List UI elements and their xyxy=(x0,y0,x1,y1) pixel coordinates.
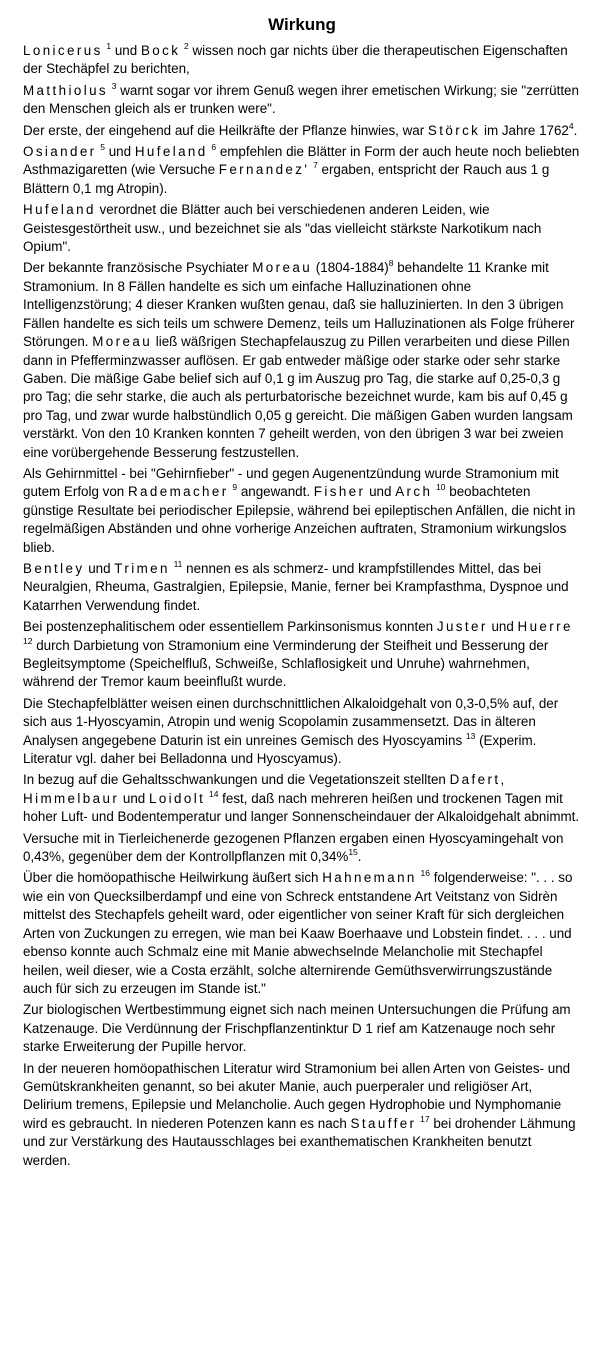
author-name: Juster xyxy=(436,619,488,635)
text-run: (Experim. Literatur vgl. daher bei Belladonna und Hyoscyamus). xyxy=(23,732,537,767)
author-name: Hahnemann xyxy=(322,870,417,886)
text-run: (1804-1884) xyxy=(312,260,389,276)
text-run: nennen es als schmerz- und krampfstillendes Mittel, das bei Neuralgien, Rheuma, Gastralgien, Epilepsie, Manie, ferner bei Krampfasthma, Dyspnoe und Katarrhen Verwendung findet. xyxy=(23,560,569,613)
author-name: Rademacher xyxy=(127,484,229,500)
text-run: Die Stechapfelblätter weisen einen durchschnittlichen Alkaloidgehalt von 0,3-0,5% auf, der sich aus 1-Hyoscyamin, Atropin und wenig Scopolamin zusammensetzt. Das in älteren Analysen angegebene Daturin ist ein unreines Gemisch des Hyoscyamins xyxy=(23,695,559,748)
text-run: Versuche mit in Tierleichenerde gezogenen Pflanzen ergaben einen Hyoscyamingehalt von 0,43%, gegenüber dem der Kontrollpflanzen mit 0,34% xyxy=(23,830,564,865)
footnote-ref: 1 xyxy=(106,41,112,51)
page-title: Wirkung xyxy=(268,15,336,34)
footnote-ref: 9 xyxy=(232,482,238,493)
author-name: Trimen xyxy=(114,560,170,576)
author-name: Osiander xyxy=(23,144,97,160)
footnote-ref: 14 xyxy=(208,788,219,799)
text-run: . xyxy=(573,122,578,138)
paragraph xyxy=(23,42,581,79)
text-run: und xyxy=(119,790,149,806)
paragraph xyxy=(23,1001,581,1056)
footnote-ref: 7 xyxy=(313,160,318,171)
text-run: wissen noch gar nichts über die therapeutischen Eigenschaften der Stechäpfel zu berichten, xyxy=(23,43,568,77)
author-name: Moreau xyxy=(92,334,153,350)
paragraph xyxy=(23,830,581,867)
author-name: Bentley xyxy=(23,560,85,576)
author-name: Lonicerus xyxy=(23,43,103,58)
text-run: In der neueren homöopathischen Literatur wird Stramonium bei allen Arten von Geistes- und Gemütskrankheiten genannt, so bei akuter Manie, auch puerperaler und religiöser Art, Delirium tremens, Epilepsie und Melancholie. Auch gegen Hydrophobie und Nymphomanie wird es gebraucht. In niederen Potenzen kann es nach xyxy=(23,1060,571,1131)
footnote-ref: 6 xyxy=(211,142,217,153)
author-name: Moreau xyxy=(252,260,313,276)
text-run: durch Darbietung von Stramonium eine Verminderung der Steifheit und Besserung der Begleitsymptome (Speichelfluß, Schweiße, Schlaflosigkeit und Unruhe) wahrnehmen, während der Tremor kaum beeinflußt wurde. xyxy=(23,637,549,690)
footnote-ref: 16 xyxy=(420,868,430,879)
footnote-ref: 11 xyxy=(173,558,183,569)
author-name: Stauffer xyxy=(350,1115,417,1131)
paragraph xyxy=(23,869,581,998)
text-run: im Jahre 1762 xyxy=(480,122,569,138)
author-name: Fisher xyxy=(313,484,366,500)
text-run: empfehlen die Blätter in Form der auch heute noch beliebten Asthmazigaretten (wie Versuche xyxy=(23,144,580,178)
text-run: und xyxy=(487,619,518,635)
paragraph xyxy=(23,143,581,198)
author-name: Himmelbaur xyxy=(23,790,120,806)
text-run: ergaben, entspricht der Rauch aus 1 g Blättern 0,1 mg Atropin). xyxy=(23,162,550,196)
footnote-ref: 3 xyxy=(111,80,117,91)
paragraph xyxy=(23,122,581,140)
paragraph xyxy=(23,465,581,557)
paragraph xyxy=(23,560,581,615)
text-run: und xyxy=(365,484,396,500)
text-run: . xyxy=(357,849,362,865)
text-run: , xyxy=(500,772,505,788)
author-name: Dafert xyxy=(449,772,501,788)
text-run: behandelte 11 Kranke mit Stramonium. In 8 Fällen handelte es sich um einfache Halluzinationen ohne Intelligenzstörung; 4 dieser Kranken wußten genau, daß sie halluzinierten. In den 3 übrigen Fällen handelte es sich teils um schwere Demenz, teils um Halluzinationen als Folge früherer Störungen. xyxy=(23,260,575,350)
document-body xyxy=(23,42,581,1170)
text-run: Der bekannte französische Psychiater xyxy=(23,260,253,276)
footnote-ref: 4 xyxy=(568,120,574,131)
footnote-ref: 15 xyxy=(348,847,358,858)
text-run: und xyxy=(111,43,141,58)
text-run: fest, daß nach mehreren heißen und trockenen Tagen mit hoher Luft- und Bodentemperatur und langer Sonnenscheindauer der Alkaloidgehalt abnimmt. xyxy=(23,790,580,825)
text-run: ließ wäßrigen Stechapfelauszug zu Pillen verarbeiten und diese Pillen dann in Pfefferminzwasser auflösen. Er gab entweder mäßige oder starke oder sehr starke Gaben. Die mäßige Gabe belief sich auf 0,1 g im Auszug pro Tag, die starke auf 0,25-0,3 g pro Tag; die sehr starke, die auch als perturbatorische bezeichnet wurde, kam bis auf 0,45 g pro Tag, und zwar wurde halbstündlich 0,05 g gereicht. Die mäßigen Gaben wurden langsam verstärkt. Von den 10 Kranken konnten 7 geheilt werden, von den übrigen 3 war bei zweien eine vorübergehende Besserung festzustellen. xyxy=(23,334,573,460)
paragraph xyxy=(23,82,581,119)
text-run: angewandt. xyxy=(237,484,314,500)
text-run: Der erste, der eingehend auf die Heilkräfte der Pflanze hinwies, war xyxy=(23,122,428,138)
text-run: warnt sogar vor ihrem Genuß wegen ihrer emetischen Wirkung; sie "zerrütten den Menschen gleich als er trunken were". xyxy=(23,82,579,117)
paragraph xyxy=(23,618,581,692)
footnote-ref: 8 xyxy=(388,258,394,269)
text-run: bei drohender Lähmung und zur Verstärkung des Hautausschlages bei exanthematischen Krankheiten benutzt werden. xyxy=(23,1115,576,1168)
text-run: und xyxy=(84,560,115,576)
footnote-ref: 2 xyxy=(184,41,189,51)
text-run: Als Gehirnmittel - bei "Gehirnfieber" - und gegen Augenentzündung wurde Stramonium mit gutem Erfolg von xyxy=(23,465,559,500)
author-name: Störck xyxy=(427,122,481,138)
footnote-ref: 17 xyxy=(420,1113,430,1124)
text-run: verordnet die Blätter auch bei verschiedenen anderen Leiden, wie Geistesgestörtheit usw., und bezeichnet sie als "das vielleicht stärkste Narkotikum nach Opium". xyxy=(23,202,542,255)
author-name: Hufeland xyxy=(134,144,208,160)
author-name: Loidolt xyxy=(148,790,206,806)
footnote-ref: 5 xyxy=(100,142,106,153)
author-name: Arch xyxy=(395,484,433,500)
author-name: Huerre xyxy=(517,619,573,635)
footnote-ref: 12 xyxy=(23,635,33,646)
paragraph xyxy=(23,1060,581,1170)
text-run: Über die homöopathische Heilwirkung äußert sich xyxy=(23,870,323,886)
paragraph xyxy=(23,259,581,461)
text-run: und xyxy=(105,144,135,160)
author-name: Fernandez' xyxy=(218,162,310,178)
paragraph xyxy=(23,771,581,826)
text-run: Bei postenzephalitischem oder essentiellem Parkinsonismus konnten xyxy=(23,619,437,635)
paragraph xyxy=(23,201,581,256)
footnote-ref: 10 xyxy=(436,482,446,493)
author-name: Matthiolus xyxy=(23,82,109,98)
footnote-ref: 13 xyxy=(465,730,476,741)
text-run: folgenderweise: ". . . so wie ein von Quecksilberdampf und eine von Schreck entstandene Art Veitstanz von Sidrèn mittelst des Stechapfels geheilt ward, oder eigentlicher von seiner Kraft für sich dergleichen Arten von Zuckungen zu erregen, wie man bei Kaaw Boerhaave und Lobstein findet. . . . und ebenso konnte auch Schmalz eine mit Manie abwechselnde Melancholie mit Stechapfel heilen, weil dieser, wie a Costa erzählt, solche alternirende Gemüthsverwirrungszustände auch für sich zu erzeugen im Stande ist." xyxy=(23,870,573,996)
text-run: beobachteten günstige Resultate bei periodischer Epilepsie, während bei epileptischen Anfällen, die nicht in regelmäßigen Abständen und ohne vorherige Anzeichen auftraten, Stramonium wirkungslos blieb. xyxy=(23,484,576,555)
paragraph xyxy=(23,695,581,769)
text-run: Zur biologischen Wertbestimmung eignet sich nach meinen Untersuchungen die Prüfung am Katzenauge. Die Verdünnung der Frischpflanzentinktur D 1 rief am Katzenauge noch sehr starke Erweiterung der Pupille hervor. xyxy=(23,1002,571,1055)
author-name: Bock xyxy=(140,43,181,58)
text-run: In bezug auf die Gehaltsschwankungen und die Vegetationszeit stellten xyxy=(23,772,450,788)
author-name: Hufeland xyxy=(23,202,96,218)
